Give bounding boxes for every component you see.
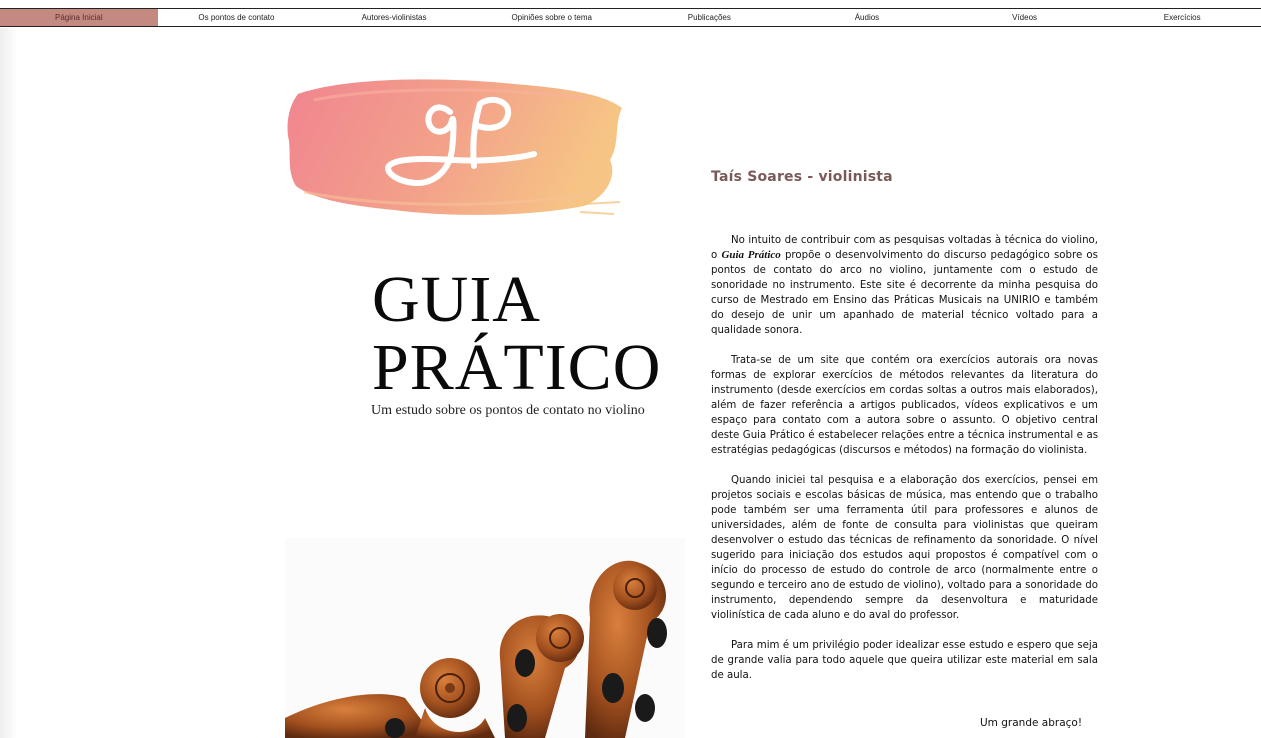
nav-item-audios[interactable]: Áudios [854, 13, 880, 22]
nav-item-pontos-de-contato[interactable]: Os pontos de contato [198, 13, 275, 22]
title-line-guia: GUIA [372, 263, 541, 336]
page-left-shade [0, 28, 18, 738]
intro-paragraph-3: Quando iniciei tal pesquisa e a elaboração dos exercícios, pensei em projetos sociais e escolas básicas de música, mas entendo que o trabalho pode também ser uma ferramenta útil para professores e alunos de universidades, além de fonte de consulta para violinistas que queiram desenvolver o estudo das técnicas de refinamento da sonoridade. O nível sugerido para iniciação dos estudos aqui propostos é compatível com o início do processo de estudo do controle de arco (normalmente entre o segundo e terceiro ano de estudo de violino), voltado para a sonoridade do instrumento, dependendo sempre da desenvoltura e maturidade violinística de cada aluno e do aval do professor. [711, 475, 1098, 621]
closing-text: Um grande abraço! [980, 717, 1083, 729]
top-navigation [0, 8, 1261, 27]
violin-scrolls-photo-icon [285, 538, 685, 738]
gp-brush-logo-icon [284, 74, 626, 220]
intro-paragraph-2: Trata-se de um site que contém ora exercícios autorais ora novas formas de explorar exercícios de métodos relevantes da literatura do instrumento (desde exercícios em cordas soltas a outros mais elaborados), além de fazer referência a artigos publicados, vídeos explicativos e um espaço para contato com a autora sobre o assunto. O objetivo central deste Guia Prático é estabelecer relações entre a técnica instrumental e as estratégias pedagógicas (discursos e métodos) na formação do violinista. [711, 355, 1098, 456]
nav-item-exercicios[interactable]: Exercícios [1163, 13, 1201, 22]
intro-paragraph-4: Para mim é um privilégio poder idealizar esse estudo e espero que seja de grande valia para todo aquele que queira utilizar este material em sala de aula. [711, 640, 1098, 681]
nav-item-opinioes[interactable]: Opiniões sobre o tema [511, 13, 592, 22]
intro-text [711, 233, 1098, 698]
nav-item-autores-violinistas[interactable]: Autores-violinistas [361, 13, 427, 22]
author-name: Taís Soares - violinista [711, 169, 893, 185]
nav-item-pagina-inicial[interactable]: Página Inicial [0, 9, 158, 26]
nav-item-publicacoes[interactable]: Publicações [687, 13, 731, 22]
nav-item-videos[interactable]: Vídeos [1012, 13, 1038, 22]
intro-paragraph-1: No intuito de contribuir com as pesquisas voltadas à técnica do violino, o Guia Prático propõe o desenvolvimento do discurso pedagógico sobre os pontos de contato do arco no violino, juntamente com o estudo de sonoridade no instrumento. Este site é decorrente da minha pesquisa do curso de Mestrado em Ensino das Práticas Musicais na UNIRIO e também do desejo de unir um apanhado de material técnico voltado para a qualidade sonora. [711, 235, 1098, 336]
guia-subtitle: Um estudo sobre os pontos de contato no violino [371, 403, 645, 418]
title-line-pratico: PRÁTICO [372, 331, 662, 404]
guia-pratico-title [372, 263, 662, 404]
guia-pratico-emphasis: Guia Prático [721, 249, 781, 261]
